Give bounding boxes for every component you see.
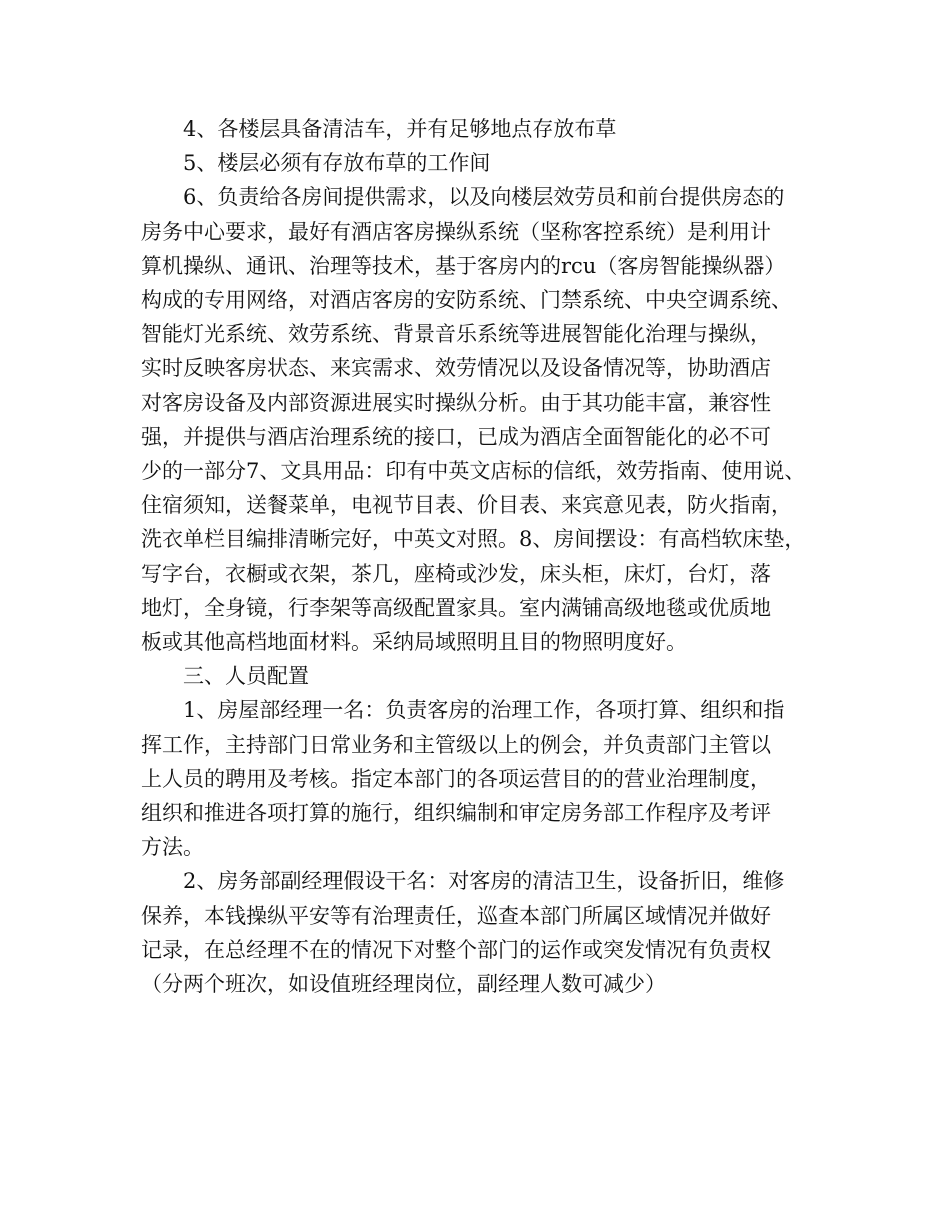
text-line: 1、房屋部经理一名：负责客房的治理工作，各项打算、组织和指 <box>183 698 785 723</box>
text-line: 算机操纵、通讯、治理等技术，基于客房内的rcu（客房智能操纵器） <box>141 253 786 278</box>
text-line: 实时反映客房状态、来宾需求、效劳情况以及设备情况等，协助酒店 <box>141 356 771 381</box>
text-line: 记录，在总经理不在的情况下对整个部门的运作或突发情况有负责权 <box>141 937 771 962</box>
text-line: 保养，本钱操纵平安等有治理责任，巡查本部门所属区域情况并做好 <box>141 903 771 928</box>
text-line: 方法。 <box>141 835 204 860</box>
text-line: 写字台，衣橱或衣架，茶几，座椅或沙发，床头柜，床灯，台灯，落 <box>141 561 771 586</box>
text-line: 上人员的聘用及考核。指定本部门的各项运营目的的营业治理制度， <box>141 766 771 791</box>
document-body <box>141 112 831 1001</box>
text-line: 挥工作，主持部门日常业务和主管级以上的例会，并负责部门主管以 <box>141 732 771 757</box>
text-line: 对客房设备及内部资源进展实时操纵分析。由于其功能丰富，兼容性 <box>141 390 771 415</box>
text-line: 5、楼层必须有存放布草的工作间 <box>183 151 491 176</box>
text-line: 2、房务部副经理假设干名：对客房的清洁卫生，设备折旧，维修 <box>183 869 785 894</box>
text-line: 构成的专用网络，对酒店客房的安防系统、门禁系统、中央空调系统、 <box>141 288 792 313</box>
text-line: 地灯，全身镜，行李架等高级配置家具。室内满铺高级地毯或优质地 <box>141 595 771 620</box>
text-line: 少的一部分7、文具用品：印有中英文店标的信纸，效劳指南、使用说、 <box>141 459 806 484</box>
section-heading: 三、人员配置 <box>183 664 309 689</box>
text-line: 房务中心要求，最好有酒店客房操纵系统（坚称客控系统）是利用计 <box>141 219 771 244</box>
text-line: 洗衣单栏目编排清晰完好，中英文对照。8、房间摆设：有高档软床垫， <box>141 527 806 552</box>
text-line: 强，并提供与酒店治理系统的接口，已成为酒店全面智能化的必不可 <box>141 424 771 449</box>
text-line: 组织和推进各项打算的施行，组织编制和审定房务部工作程序及考评 <box>141 801 771 826</box>
text-line: 6、负责给各房间提供需求，以及向楼层效劳员和前台提供房态的 <box>183 185 785 210</box>
text-line: （分两个班次，如设值班经理岗位，副经理人数可减少） <box>141 972 666 997</box>
text-line: 智能灯光系统、效劳系统、背景音乐系统等进展智能化治理与操纵， <box>141 322 771 347</box>
text-line: 4、各楼层具备清洁车，并有足够地点存放布草 <box>183 117 617 141</box>
text-line: 住宿须知，送餐菜单，电视节目表、价目表、来宾意见表，防火指南， <box>141 493 792 518</box>
text-line: 板或其他高档地面材料。采纳局域照明且目的物照明度好。 <box>141 630 687 655</box>
